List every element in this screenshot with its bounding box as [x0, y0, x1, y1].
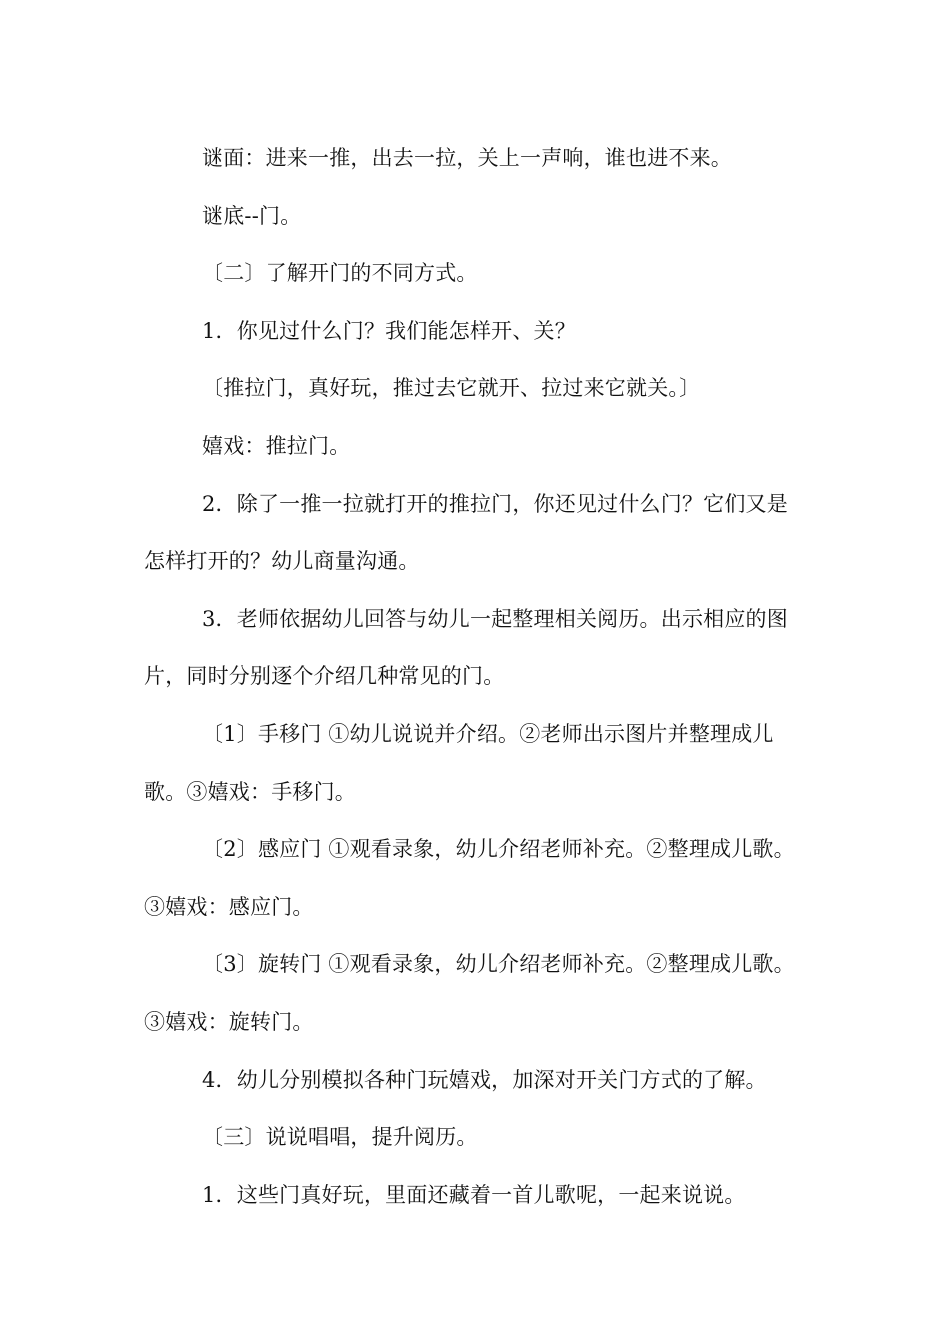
- door-type-sensor: 〔2〕感应门 ①观看录象，幼儿介绍老师补充。②整理成儿歌。③嬉戏：感应门。: [144, 837, 795, 919]
- step-2-discussion: 2．除了一推一拉就打开的推拉门，你还见过什么门？它们又是怎样打开的？幼儿商量沟通。: [144, 491, 788, 574]
- step-4-simulate: 4．幼儿分别模拟各种门玩嬉戏，加深对开关门方式的了解。: [202, 1067, 767, 1092]
- step-3-teacher: 3．老师依据幼儿回答与幼儿一起整理相关阅历。出示相应的图片，同时分别逐个介绍几种常见的门。: [144, 606, 788, 689]
- sliding-door-rhyme: 〔推拉门，真好玩，推过去它就开、拉过来它就关。〕: [202, 376, 701, 401]
- section-3-step-1: 1．这些门真好玩，里面还藏着一首儿歌呢，一起来说说。: [202, 1182, 746, 1207]
- door-type-revolving: 〔3〕旋转门 ①观看录象，幼儿介绍老师补充。②整理成儿歌。③嬉戏：旋转门。: [144, 952, 795, 1034]
- door-type-manual: 〔1〕手移门 ①幼儿说说并介绍。②老师出示图片并整理成儿歌。③嬉戏：手移门。: [144, 721, 774, 804]
- section-heading-2: 〔二〕了解开门的不同方式。: [202, 261, 478, 286]
- step-1-question: 1．你见过什么门？我们能怎样开、关？: [202, 318, 576, 343]
- section-heading-3: 〔三〕说说唱唱，提升阅历。: [202, 1125, 478, 1150]
- game-sliding-door: 嬉戏：推拉门。: [202, 433, 351, 458]
- riddle-question: 谜面：进来一推，出去一拉，关上一声响，谁也进不来。: [202, 146, 732, 170]
- riddle-answer: 谜底--门。: [202, 203, 302, 228]
- document-body: [144, 130, 809, 1224]
